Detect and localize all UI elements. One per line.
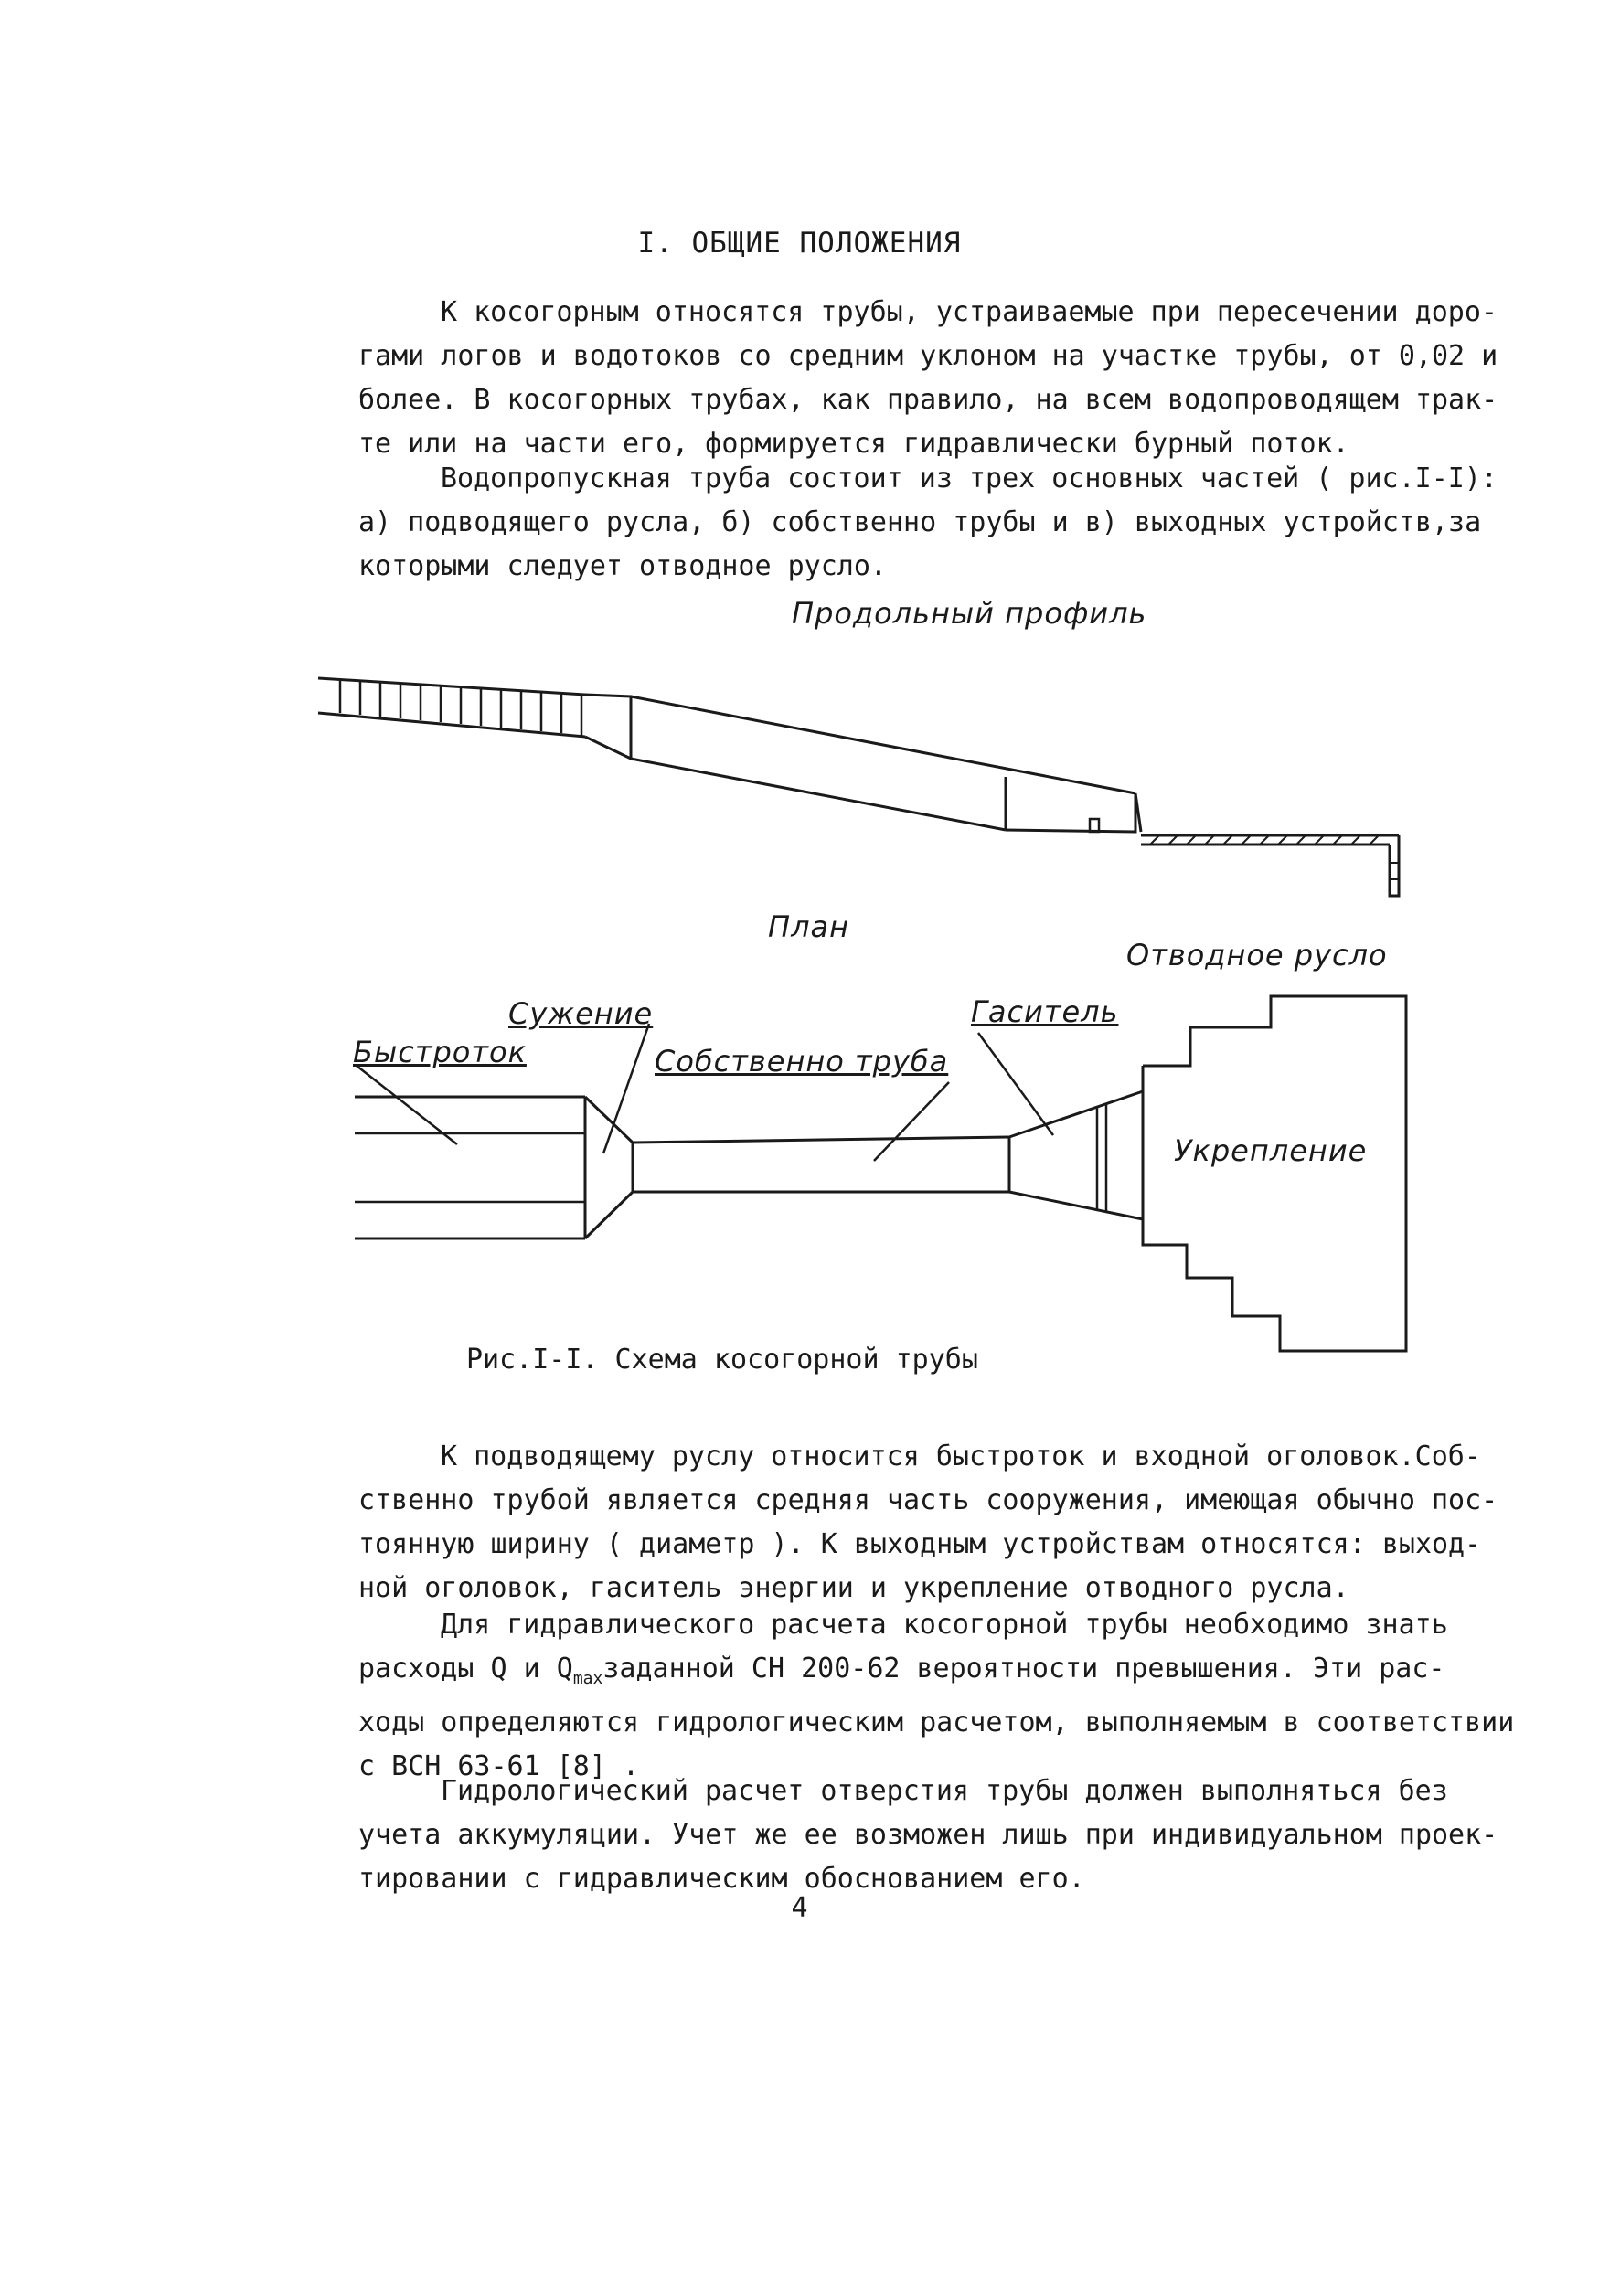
paragraph-5 xyxy=(358,1770,1501,1901)
text-line: тировании с гидравлическим обоснованием его. xyxy=(358,1863,1085,1895)
page-number: 4 xyxy=(791,1892,808,1924)
q-max-subscript: max xyxy=(572,1669,603,1688)
paragraph-4 xyxy=(358,1603,1515,1789)
text-line: Гидрологический расчет отверстия трубы должен выполняться без xyxy=(441,1775,1448,1807)
text-line: те или на части его, формируется гидравлически бурный поток. xyxy=(358,428,1349,460)
constriction-label: Сужение xyxy=(508,996,654,1031)
text-line: Водопропускная труба состоит из трех основных частей ( рис.I-I): xyxy=(441,462,1498,494)
paragraph-3 xyxy=(358,1435,1501,1610)
section-heading: I. ОБЩИЕ ПОЛОЖЕНИЯ xyxy=(637,227,962,260)
reinforcement-label: Укрепление xyxy=(1174,1133,1368,1168)
text-line: которыми следует отводное русло. xyxy=(358,550,887,582)
text-line: К косогорным относятся трубы, устраиваемые при пересечении доро- xyxy=(441,296,1498,328)
longitudinal-profile xyxy=(318,678,1399,896)
text-line: с ВСН 63-61 [8] . xyxy=(358,1750,640,1782)
plan-title: План xyxy=(768,909,850,944)
text-line: учета аккумуляции. Учет же ее возможен лишь при индивидуальном проек- xyxy=(358,1819,1498,1851)
text-line: К подводящему руслу относится быстроток и входной оголовок.Соб- xyxy=(441,1440,1481,1472)
chute-label: Быстроток xyxy=(353,1035,527,1069)
outlet-channel-label: Отводное русло xyxy=(1126,938,1388,973)
text-line: тоянную ширину ( диаметр ). К выходным устройствам относятся: выход- xyxy=(358,1528,1482,1560)
plan-view xyxy=(355,996,1406,1351)
text-line: ной оголовок, гаситель энергии и укрепление отводного русла. xyxy=(358,1572,1349,1604)
text-segment: заданной СН 200-62 вероятности превышения. Эти рас- xyxy=(602,1653,1445,1685)
pipe-proper-label: Собственно труба xyxy=(655,1044,949,1079)
damper-label: Гаситель xyxy=(971,994,1119,1029)
text-line: более. В косогорных трубах, как правило, на всем водопроводящем трак- xyxy=(358,384,1498,416)
text-line: ходы определяются гидрологическим расчетом, выполняемым в соответствии xyxy=(358,1706,1515,1738)
text-line: а) подводящего русла, б) собственно трубы и в) выходных устройств,за xyxy=(358,506,1482,538)
text-segment: расходы Q и Q xyxy=(358,1653,573,1685)
profile-title: Продольный профиль xyxy=(792,596,1147,631)
figure-caption: Рис.I-I. Схема косогорной трубы xyxy=(466,1344,978,1376)
text-line: Для гидравлического расчета косогорной трубы необходимо знать xyxy=(441,1609,1448,1641)
text-line: гами логов и водотоков со средним уклоном на участке трубы, от 0,02 и xyxy=(358,340,1498,372)
text-line: ственно трубой является средняя часть сооружения, имеющая обычно пос- xyxy=(358,1484,1498,1516)
